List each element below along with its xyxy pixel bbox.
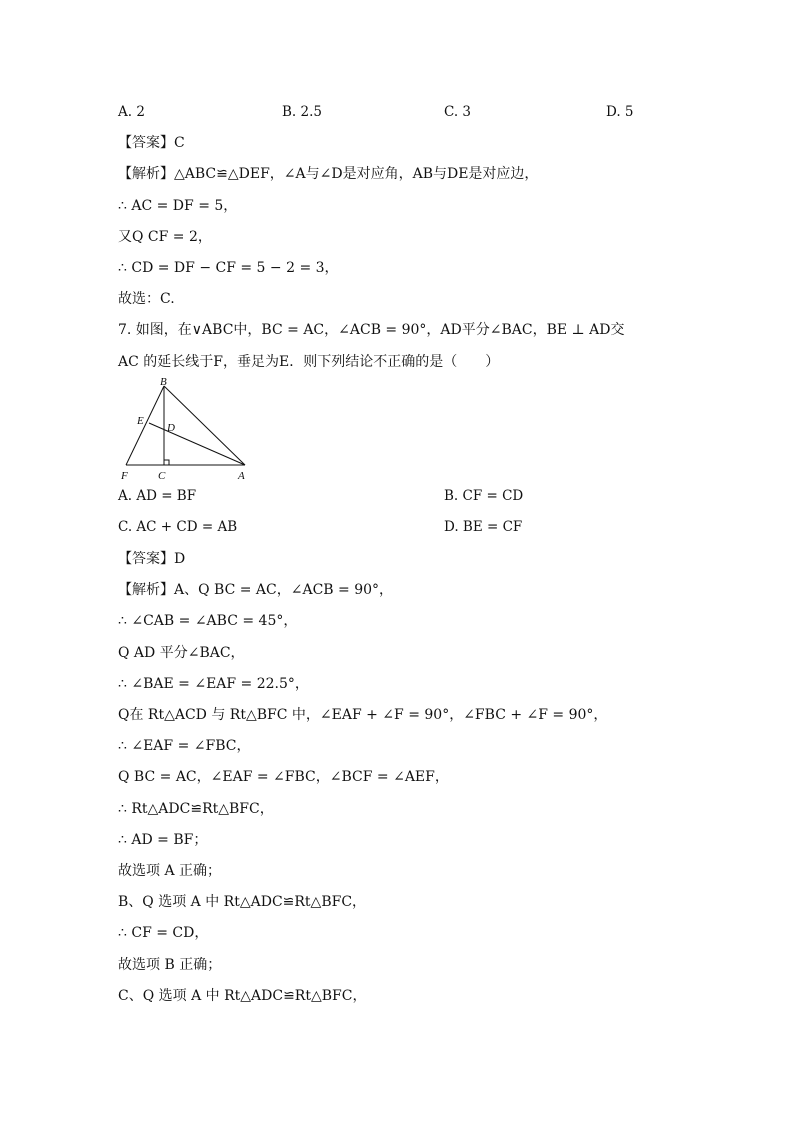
prev-option-c: C. 3 (444, 104, 472, 120)
q7-explanation-line: ∴ ∠CAB = ∠ABC = 45°， (118, 613, 298, 629)
prev-option-a: A. 2 (118, 104, 145, 120)
q7-option-c: C. AC + CD = AB (118, 519, 238, 535)
q7-explanation-line: 【解析】A、Q BC = AC，∠ACB = 90°， (118, 582, 394, 598)
q7-stem-line-1: 7. 如图，在∨ABC中，BC = AC，∠ACB = 90°，AD平分∠BAC，BE ⊥ AD交 (118, 322, 625, 338)
q7-explanation-line: ∴ AD = BF； (118, 832, 208, 848)
q7-explanation-line: ∴ ∠BAE = ∠EAF = 22.5°， (118, 676, 309, 692)
q7-explanation-line: 故选项 A 正确； (118, 863, 222, 879)
q7-explanation-line: ∴ Rt△ADC≌Rt△BFC， (118, 801, 274, 817)
label-a: A (238, 470, 245, 482)
label-b: B (160, 376, 167, 388)
q7-explanation-line: C、Q 选项 A 中 Rt△ADC≌Rt△BFC， (118, 988, 367, 1004)
segment-ba (164, 386, 245, 465)
q7-explanation-line: B、Q 选项 A 中 Rt△ADC≌Rt△BFC， (118, 894, 367, 910)
q7-option-a: A. AD = BF (118, 488, 197, 504)
label-d: D (167, 422, 175, 434)
q7-explanation-line: ∴ ∠EAF = ∠FBC， (118, 738, 251, 754)
q6-explanation-line: 【解析】△ABC≌△DEF，∠A与∠D是对应角，AB与DE是对应边， (118, 166, 539, 182)
q6-explanation-line: ∴ CD = DF − CF = 5 − 2 = 3， (118, 260, 339, 276)
q7-explanation-line: Q AD 平分∠BAC， (118, 645, 245, 661)
q7-explanation-line: Q在 Rt△ACD 与 Rt△BFC 中，∠EAF + ∠F = 90°，∠FBC + ∠F = 90°， (118, 707, 608, 723)
q7-explanation-line: Q BC = AC，∠EAF = ∠FBC，∠BCF = ∠AEF， (118, 769, 449, 785)
q7-answer: 【答案】D (118, 551, 186, 567)
label-c: C (158, 470, 166, 482)
q7-explanation-line: 故选项 B 正确； (118, 957, 222, 973)
label-e: E (137, 415, 144, 427)
prev-option-b: B. 2.5 (282, 104, 322, 120)
q6-answer: 【答案】C (118, 135, 185, 151)
q6-explanation-line: 故选：C. (118, 291, 175, 307)
q7-triangle-figure (116, 376, 256, 484)
q7-explanation-line: ∴ CF = CD， (118, 925, 209, 941)
q7-option-b: B. CF = CD (444, 488, 524, 504)
q7-option-d: D. BE = CF (444, 519, 523, 535)
right-angle-mark (164, 460, 169, 465)
q7-stem-line-2: AC 的延长线于F，垂足为E．则下列结论不正确的是（ ） (118, 354, 500, 370)
prev-option-d: D. 5 (606, 104, 634, 120)
segment-ea (149, 423, 245, 465)
segment-fb (126, 386, 164, 465)
q6-explanation-line: ∴ AC = DF = 5， (118, 198, 238, 214)
q6-explanation-line: 又Q CF = 2， (118, 229, 212, 245)
label-f: F (121, 470, 128, 482)
